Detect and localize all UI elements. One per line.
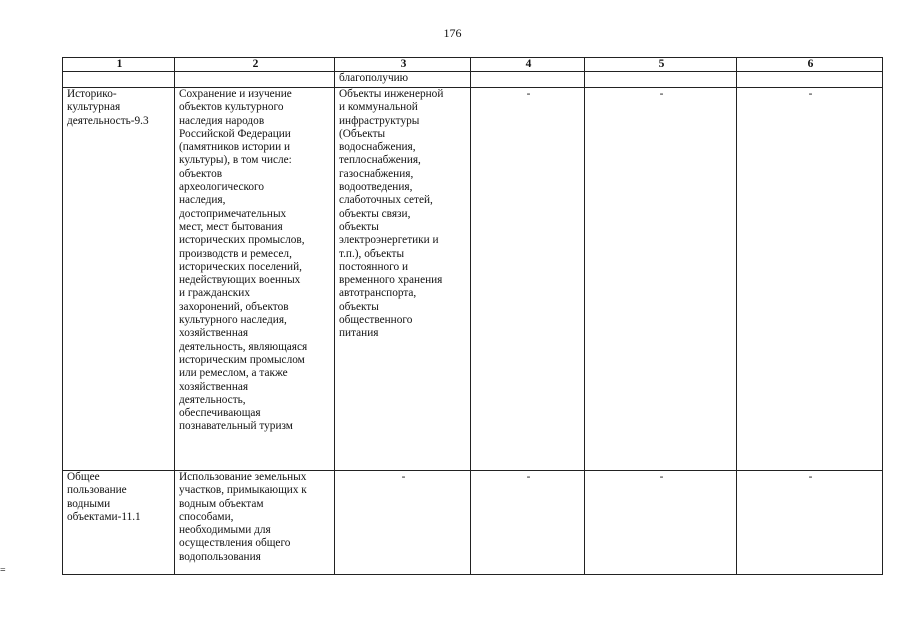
table-cell: - (471, 471, 585, 575)
table-cell (63, 72, 175, 88)
table-cell: - (335, 471, 471, 575)
table-cell (471, 72, 585, 88)
table-cell: - (471, 88, 585, 471)
table-cell: - (585, 471, 737, 575)
table-cell (175, 72, 335, 88)
column-header-6: 6 (737, 58, 883, 72)
description-cell: Использование земельных участков, примыкающих к водным объектам способами, необходимыми для осуществления общего водопользования (175, 471, 335, 575)
table-cell: благополучию (335, 72, 471, 88)
table-row (63, 471, 883, 575)
land-use-type-cell: Общее пользование водными объектами-11.1 (63, 471, 175, 575)
table-cell: - (737, 88, 883, 471)
column-header-3: 3 (335, 58, 471, 72)
table-cell: - (737, 471, 883, 575)
description-cell: Сохранение и изучение объектов культурного наследия народов Российской Федерации (памятников истории и культуры), в том числе: объектов археологического наследия, достопримечательных мест, мест бытования исторических промыслов, производств и ремесел, исторических поселений, недействующих военных и гражданских захоронений, объектов культурного наследия, хозяйственная деятельность, являющаяся историческим промыслом или ремеслом, а также хозяйственная деятельность, обеспечивающая познавательный туризм (175, 88, 335, 471)
land-use-type-cell: Историко- культурная деятельность-9.3 (63, 88, 175, 471)
continuation-row (63, 72, 883, 88)
table-row (63, 88, 883, 471)
column-header-4: 4 (471, 58, 585, 72)
header-row (63, 58, 883, 72)
column-header-5: 5 (585, 58, 737, 72)
margin-mark: = (0, 565, 6, 576)
permitted-objects-cell: Объекты инженерной и коммунальной инфраструктуры (Объекты водоснабжения, теплоснабжения, газоснабжения, водоотведения, слаботочных сетей, объекты связи, объекты электроэнергетики и т.п.), объекты постоянного и временного хранения автотранспорта, объекты общественного питания (335, 88, 471, 471)
table-cell (737, 72, 883, 88)
table-cell: - (585, 88, 737, 471)
column-header-2: 2 (175, 58, 335, 72)
column-header-1: 1 (63, 58, 175, 72)
document-table (62, 57, 883, 575)
page-number: 176 (443, 26, 462, 40)
table-cell (585, 72, 737, 88)
